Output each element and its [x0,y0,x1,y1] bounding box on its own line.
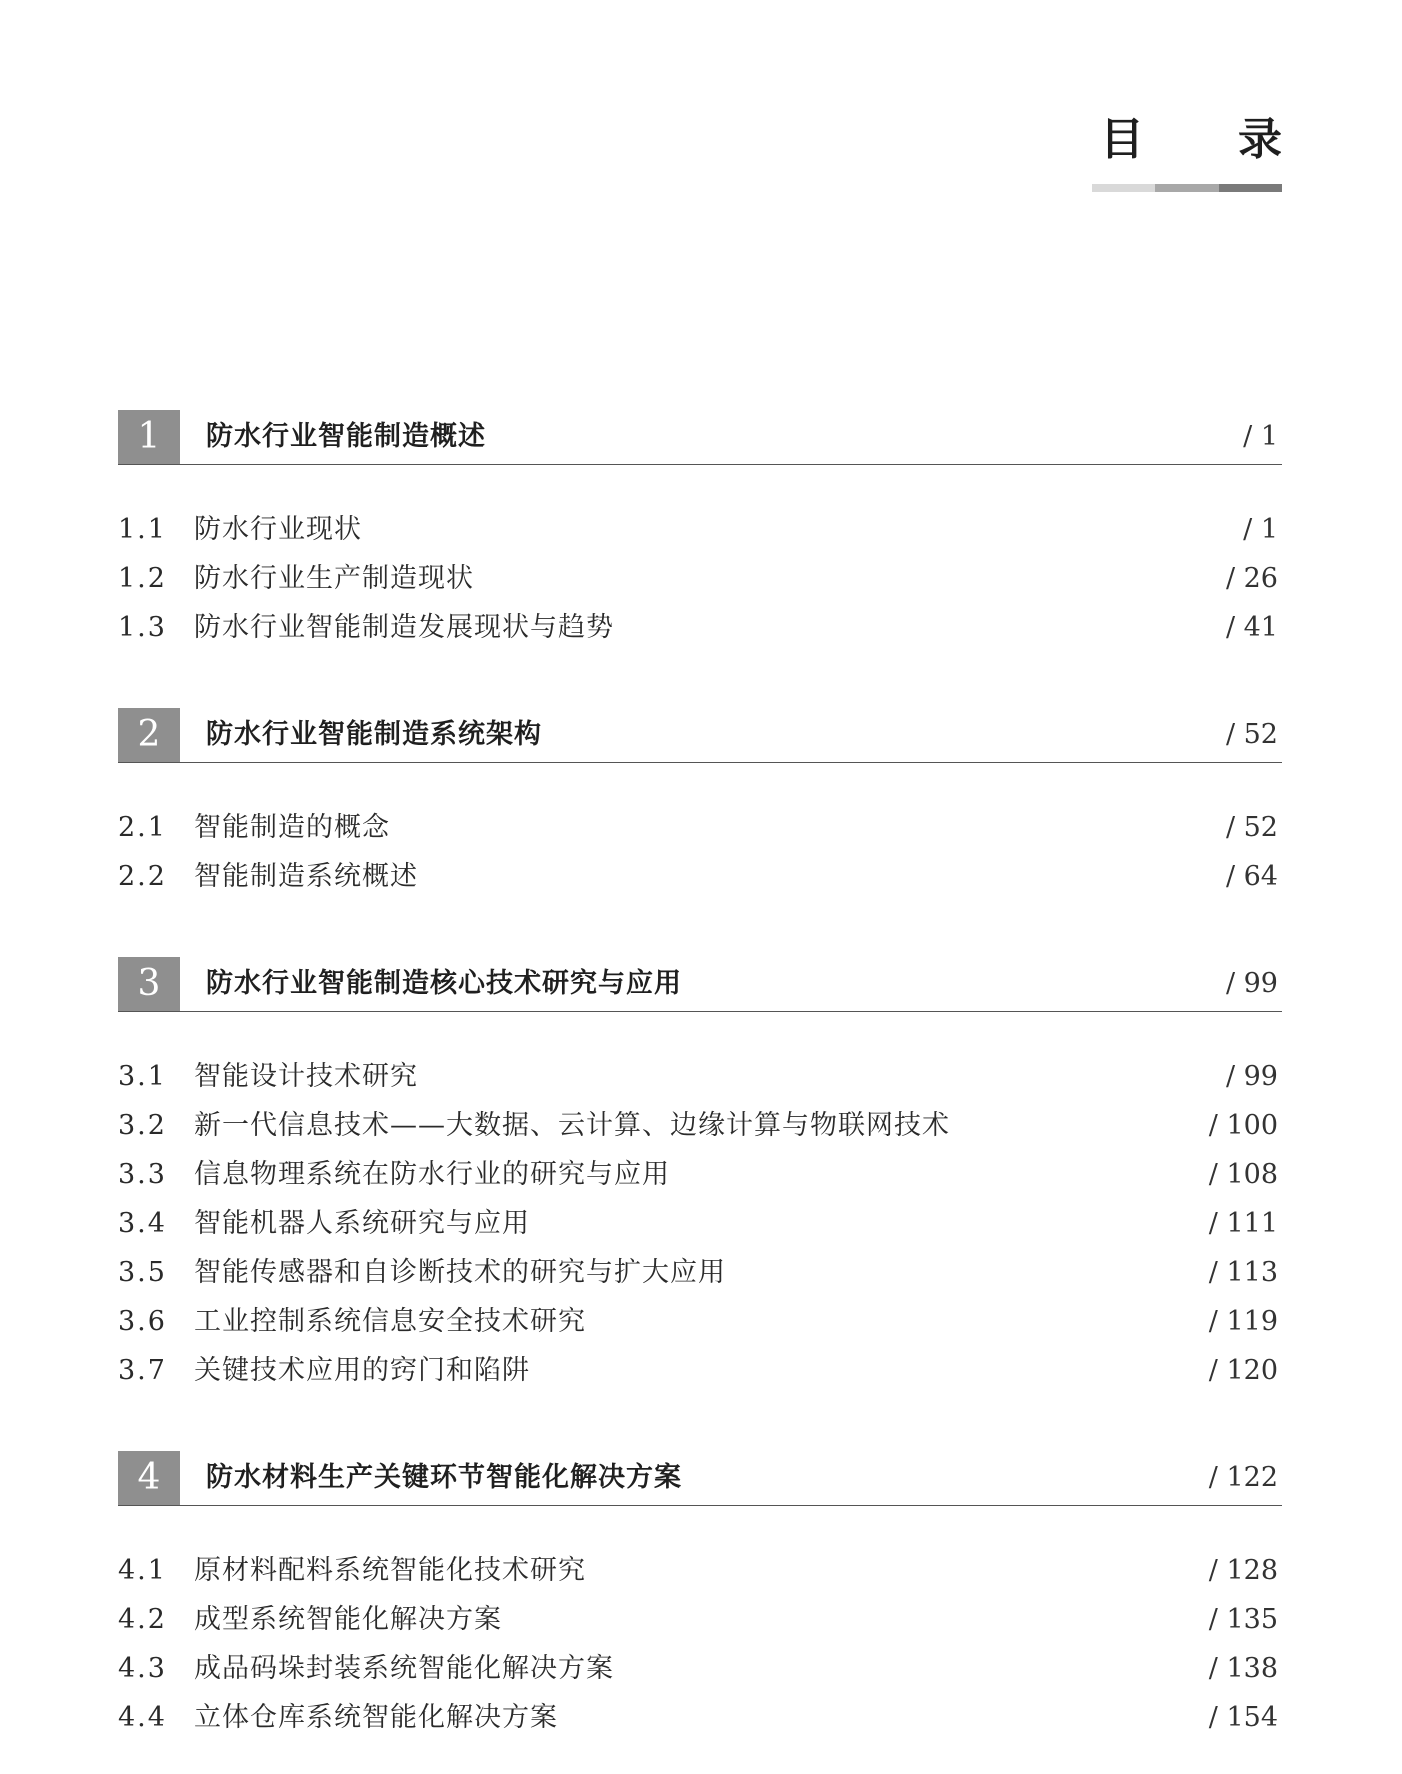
chapter-number-badge: 4 [118,1451,180,1505]
section-page-number: / 119 [1208,1306,1278,1337]
table-of-contents [118,410,1282,1742]
section-page-number: / 41 [1225,612,1278,643]
section-page-number: / 111 [1208,1208,1278,1239]
toc-entry[interactable] [118,1595,1282,1644]
section-number: 3.3 [118,1159,167,1190]
toc-entry[interactable] [118,1101,1282,1150]
section-page-number: / 154 [1208,1702,1278,1733]
section-page-number: / 1 [1243,514,1278,545]
page-title-char-1: 目 [1100,114,1144,165]
chapter-2-sections [118,803,1282,901]
chapter-page-number: / 99 [1225,968,1278,999]
section-page-number: / 113 [1208,1257,1278,1288]
chapter-title: 防水行业智能制造概述 [206,421,486,452]
section-title: 立体仓库系统智能化解决方案 [194,1702,558,1733]
section-page-number: / 108 [1208,1159,1278,1190]
chapter-title: 防水行业智能制造系统架构 [206,719,542,750]
section-title: 新一代信息技术——大数据、云计算、边缘计算与物联网技术 [194,1110,950,1141]
title-underline-bar [1092,184,1282,192]
section-page-number: / 138 [1208,1653,1278,1684]
section-number: 3.4 [118,1208,167,1239]
section-number: 1.3 [118,612,167,643]
toc-entry[interactable] [118,1052,1282,1101]
section-title: 防水行业生产制造现状 [194,563,474,594]
toc-entry[interactable] [118,1199,1282,1248]
chapter-4-sections [118,1546,1282,1742]
toc-entry[interactable] [118,603,1282,652]
section-number: 1.1 [118,514,167,545]
section-title: 成品码垛封装系统智能化解决方案 [194,1653,614,1684]
toc-entry[interactable] [118,803,1282,852]
toc-entry[interactable] [118,1248,1282,1297]
toc-entry[interactable] [118,505,1282,554]
section-page-number: / 120 [1208,1355,1278,1386]
section-page-number: / 100 [1208,1110,1278,1141]
chapter-3-sections [118,1052,1282,1395]
chapter-number-badge: 2 [118,708,180,762]
section-title: 智能传感器和自诊断技术的研究与扩大应用 [194,1257,726,1288]
toc-entry[interactable] [118,1693,1282,1742]
section-title: 智能制造的概念 [194,812,390,843]
section-page-number: / 135 [1208,1604,1278,1635]
toc-entry[interactable] [118,1346,1282,1395]
toc-entry[interactable] [118,1644,1282,1693]
section-number: 1.2 [118,563,167,594]
chapter-title: 防水行业智能制造核心技术研究与应用 [206,968,682,999]
page-title-char-2: 录 [1238,114,1282,165]
title-bar-segment-mid [1155,184,1218,192]
section-title: 关键技术应用的窍门和陷阱 [194,1355,530,1386]
section-title: 智能制造系统概述 [194,861,418,892]
chapter-title: 防水材料生产关键环节智能化解决方案 [206,1462,682,1493]
section-number: 4.3 [118,1653,167,1684]
chapter-page-number: / 52 [1225,719,1278,750]
section-page-number: / 26 [1225,563,1278,594]
section-title: 工业控制系统信息安全技术研究 [194,1306,586,1337]
section-number: 4.2 [118,1604,167,1635]
section-title: 原材料配料系统智能化技术研究 [194,1555,586,1586]
chapter-number-badge: 1 [118,410,180,464]
section-page-number: / 64 [1225,861,1278,892]
section-number: 3.2 [118,1110,167,1141]
section-title: 智能设计技术研究 [194,1061,418,1092]
section-number: 2.2 [118,861,167,892]
toc-entry[interactable] [118,1150,1282,1199]
chapter-heading-1[interactable] [118,410,1282,465]
chapter-1-sections [118,505,1282,652]
chapter-heading-4[interactable] [118,1451,1282,1506]
chapter-heading-3[interactable] [118,957,1282,1012]
section-title: 信息物理系统在防水行业的研究与应用 [194,1159,670,1190]
section-number: 2.1 [118,812,167,843]
chapter-page-number: / 1 [1243,421,1278,452]
section-page-number: / 128 [1208,1555,1278,1586]
toc-entry[interactable] [118,1297,1282,1346]
section-title: 防水行业现状 [194,514,362,545]
chapter-page-number: / 122 [1208,1462,1278,1493]
toc-entry[interactable] [118,1546,1282,1595]
section-number: 4.4 [118,1702,167,1733]
section-page-number: / 52 [1225,812,1278,843]
section-title: 防水行业智能制造发展现状与趋势 [194,612,614,643]
section-page-number: / 99 [1225,1061,1278,1092]
title-bar-segment-dark [1219,184,1282,192]
chapter-number-badge: 3 [118,957,180,1011]
section-title: 智能机器人系统研究与应用 [194,1208,530,1239]
page-title [1100,110,1282,180]
section-number: 3.7 [118,1355,167,1386]
section-number: 3.6 [118,1306,167,1337]
section-number: 3.5 [118,1257,167,1288]
section-number: 4.1 [118,1555,167,1586]
section-number: 3.1 [118,1061,167,1092]
title-bar-segment-light [1092,184,1155,192]
toc-entry[interactable] [118,554,1282,603]
chapter-heading-2[interactable] [118,708,1282,763]
section-title: 成型系统智能化解决方案 [194,1604,502,1635]
toc-entry[interactable] [118,852,1282,901]
